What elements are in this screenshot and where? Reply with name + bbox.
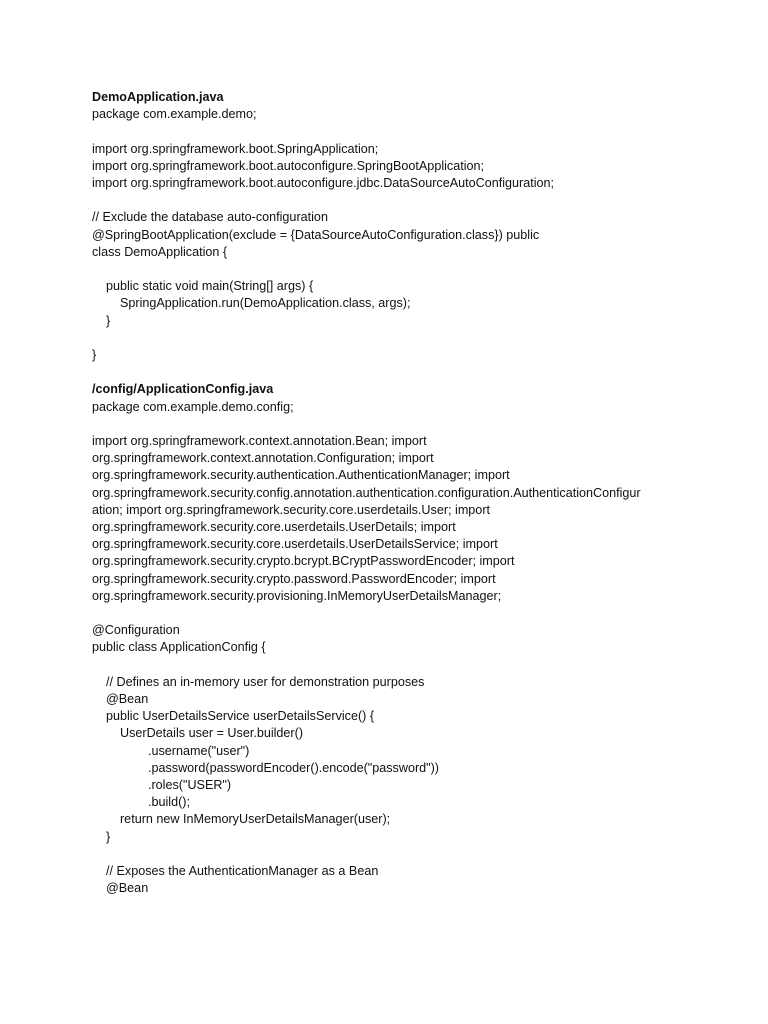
code-line: // Exposes the AuthenticationManager as a Bean xyxy=(92,864,379,878)
code-line: .password(passwordEncoder().encode("password")) xyxy=(92,760,440,775)
code-line: class DemoApplication { xyxy=(92,244,228,259)
code-line: } xyxy=(92,313,111,328)
code-line: @Bean xyxy=(92,881,149,896)
code-line: package com.example.demo.config; xyxy=(92,399,294,414)
code-line: org.springframework.security.provisioning.InMemoryUserDetailsManager; xyxy=(92,588,502,603)
code-line: @SpringBootApplication(exclude = {DataSourceAutoConfiguration.class}) public xyxy=(92,227,540,242)
code-line: org.springframework.security.core.userdetails.UserDetails; import xyxy=(92,519,456,534)
code-line: org.springframework.security.core.userdetails.UserDetailsService; import xyxy=(92,537,498,552)
code-line: .build(); xyxy=(92,795,190,810)
blank-line xyxy=(92,846,692,863)
code-line: // Exclude the database auto-configuration xyxy=(92,210,328,225)
code-line: org.springframework.context.annotation.Configuration; import xyxy=(92,451,434,466)
code-line: import org.springframework.context.annotation.Bean; import xyxy=(92,433,427,448)
code-line: org.springframework.security.crypto.password.PasswordEncoder; import xyxy=(92,571,496,586)
blank-line xyxy=(92,123,692,140)
code-line: import org.springframework.boot.SpringApplication; xyxy=(92,141,379,156)
code-line: SpringApplication.run(DemoApplication.class, args); xyxy=(92,296,411,311)
code-line: import org.springframework.boot.autoconfigure.SpringBootApplication; xyxy=(92,158,485,173)
code-line: return new InMemoryUserDetailsManager(user); xyxy=(92,812,391,827)
code-line: public UserDetailsService userDetailsService() { xyxy=(92,709,375,724)
code-line: UserDetails user = User.builder() xyxy=(92,726,304,741)
code-line: .roles("USER") xyxy=(92,778,232,792)
blank-line xyxy=(92,657,692,674)
blank-line xyxy=(92,416,692,433)
code-line: .username("user") xyxy=(92,743,250,758)
code-line: // Defines an in-memory user for demonstration purposes xyxy=(92,674,425,689)
code-line: public static void main(String[] args) { xyxy=(92,279,314,294)
code-listing xyxy=(92,89,692,897)
code-line: } xyxy=(92,829,111,844)
code-line: @Configuration xyxy=(92,623,180,638)
file-heading: DemoApplication.java xyxy=(92,90,224,104)
code-line: public class ApplicationConfig { xyxy=(92,640,266,655)
blank-line xyxy=(92,330,692,347)
blank-line xyxy=(92,261,692,278)
code-line: import org.springframework.boot.autoconfigure.jdbc.DataSourceAutoConfiguration; xyxy=(92,176,555,190)
code-line: org.springframework.security.crypto.bcrypt.BCryptPasswordEncoder; import xyxy=(92,554,515,569)
blank-line xyxy=(92,192,692,209)
code-line: } xyxy=(92,347,97,362)
code-line: package com.example.demo; xyxy=(92,107,257,122)
code-line: org.springframework.security.config.annotation.authentication.configuration.AuthenticationConfigur xyxy=(92,485,641,500)
blank-line xyxy=(92,605,692,622)
code-line: org.springframework.security.authentication.AuthenticationManager; import xyxy=(92,468,510,483)
blank-line xyxy=(92,364,692,381)
code-line: @Bean xyxy=(92,691,149,706)
code-line: ation; import org.springframework.security.core.userdetails.User; import xyxy=(92,502,491,517)
file-heading: /config/ApplicationConfig.java xyxy=(92,382,274,397)
